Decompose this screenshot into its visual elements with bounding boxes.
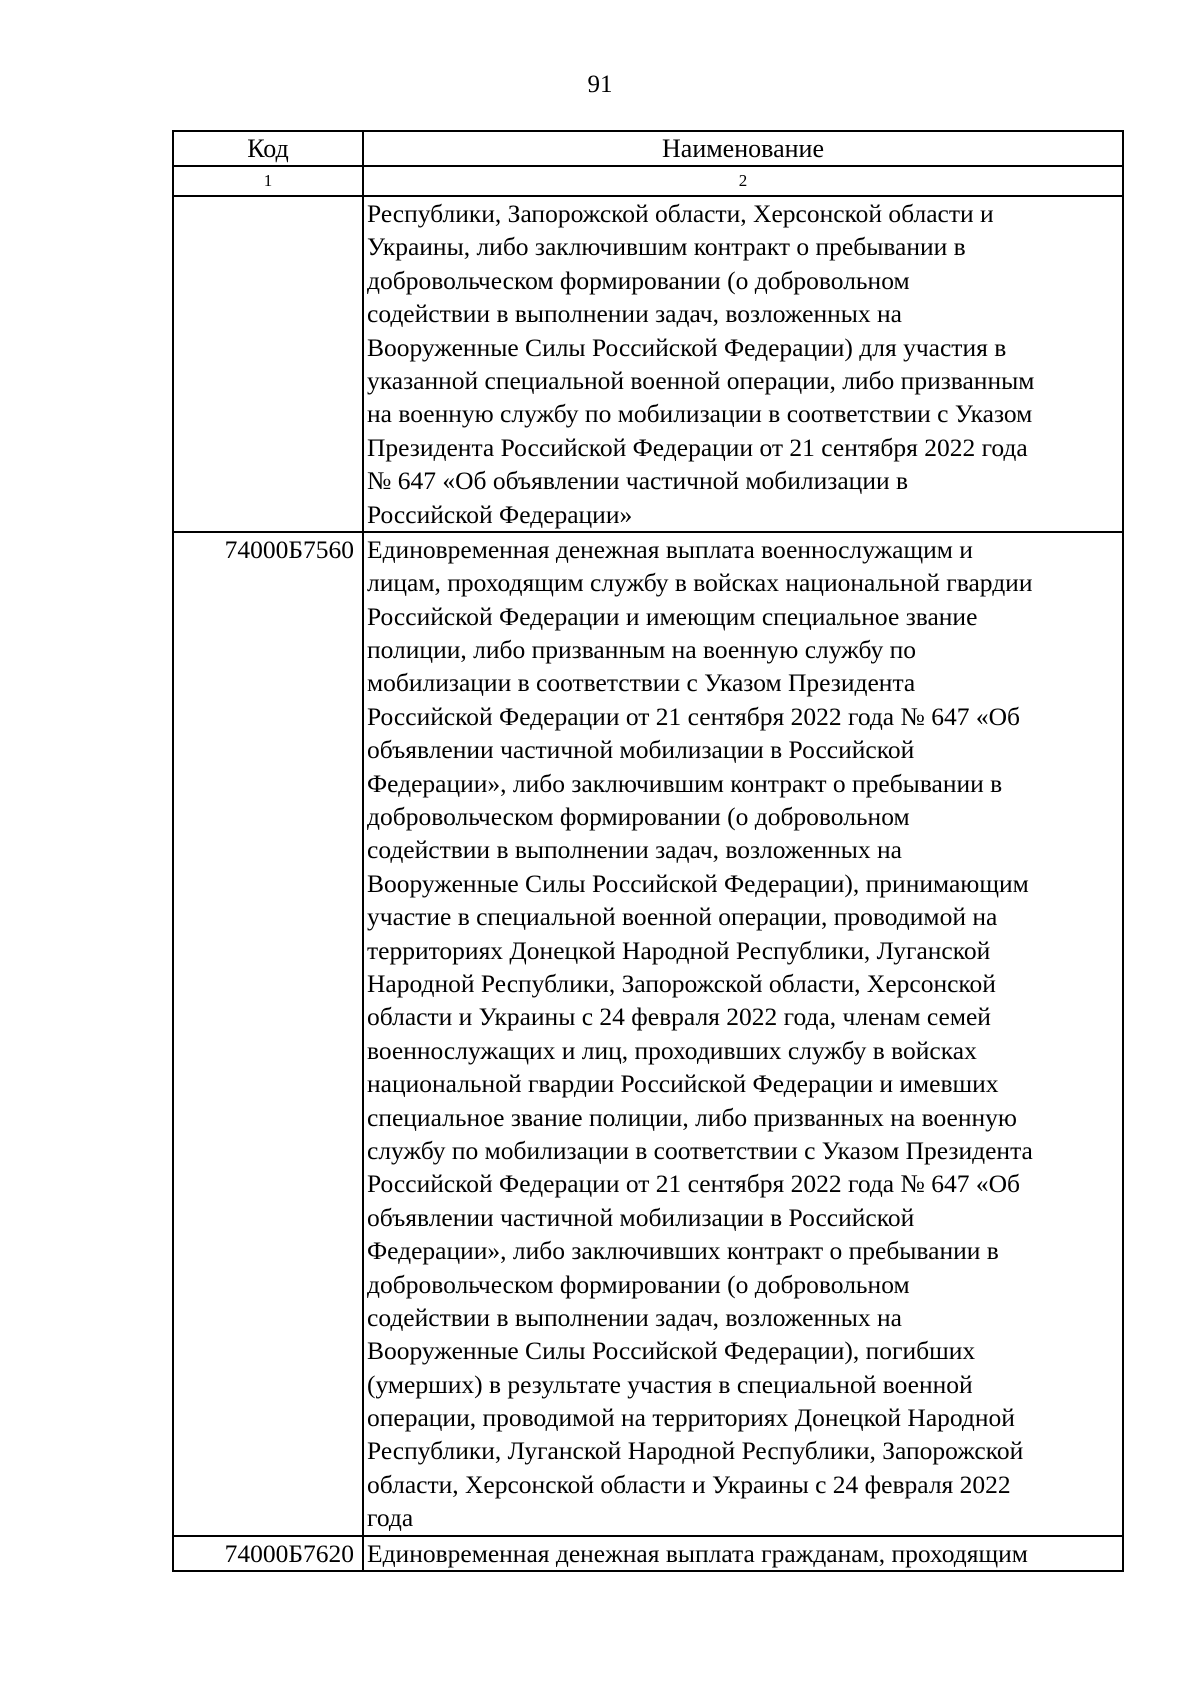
row-name-line: Российской Федерации от 21 сентября 2022 года № 647 «Об [367, 1169, 1020, 1199]
row-name-line: области и Украины с 24 февраля 2022 года, членам семей [367, 1002, 991, 1032]
row-name-line: участие в специальной военной операции, проводимой на [367, 902, 998, 932]
row-name-line: (умерших) в результате участия в специальной военной [367, 1369, 973, 1399]
row-name-line: Федерации», либо заключившим контракт о пребывании в [367, 768, 1003, 798]
row-code: 74000Б7560 [173, 532, 363, 1536]
table-body [173, 196, 1123, 1571]
row-name-line: содействии в выполнении задач, возложенных на [367, 1302, 902, 1332]
row-name-line: Вооруженные Силы Российской Федерации), погибших [367, 1336, 976, 1366]
row-name-line: Президента Российской Федерации от 21 сентября 2022 года [367, 432, 1028, 462]
row-name-line: объявлении частичной мобилизации в Российской [367, 1202, 915, 1232]
table-row [173, 196, 1123, 532]
row-name-line: указанной специальной военной операции, либо призванным [367, 365, 1035, 395]
row-name-line: Вооруженные Силы Российской Федерации), принимающим [367, 868, 1029, 898]
page-number: 91 [587, 71, 613, 98]
row-code [173, 196, 363, 532]
row-name-line: добровольческом формировании (о добровольном [367, 1269, 910, 1299]
row-code: 74000Б7620 [173, 1536, 363, 1571]
row-name-line: национальной гвардии Российской Федерации и имевших [367, 1069, 999, 1099]
row-name-line: операции, проводимой на территориях Донецкой Народной [367, 1403, 1015, 1433]
row-name-line: мобилизации в соответствии с Указом Президента [367, 668, 916, 698]
row-name [363, 532, 1123, 1536]
row-name-line: Российской Федерации» [367, 499, 633, 529]
row-name-line: Республики, Луганской Народной Республики, Запорожской [367, 1436, 1024, 1466]
row-name-line: полиции, либо призванным на военную службу по [367, 635, 916, 665]
row-name-line: № 647 «Об объявлении частичной мобилизации в [367, 466, 909, 496]
header-name: Наименование [363, 131, 1123, 166]
row-name-line: военнослужащих и лиц, проходивших службу в войсках [367, 1035, 977, 1065]
row-name-line: Народной Республики, Запорожской области, Херсонской [367, 968, 996, 998]
row-name-line: специальное звание полиции, либо призванных на военную [367, 1102, 1017, 1132]
row-name [363, 196, 1123, 532]
row-name-line: содействии в выполнении задач, возложенных на [367, 835, 902, 865]
row-name-line: Федерации», либо заключивших контракт о пребывании в [367, 1236, 999, 1266]
row-name-line: года [367, 1503, 414, 1533]
row-name-line: Российской Федерации от 21 сентября 2022 года № 647 «Об [367, 701, 1020, 731]
row-name-line: Вооруженные Силы Российской Федерации) для участия в [367, 332, 1007, 362]
row-name-line: Единовременная денежная выплата гражданам, проходящим [367, 1538, 1028, 1568]
budget-code-table [172, 130, 1124, 1572]
row-name-line: Единовременная денежная выплата военнослужащим и [367, 534, 973, 564]
header-code: Код [173, 131, 363, 166]
row-name-line: службу по мобилизации в соответствии с Указом Президента [367, 1135, 1033, 1165]
table-row [173, 1536, 1123, 1571]
row-name-line: лицам, проходящим службу в войсках национальной гвардии [367, 568, 1033, 598]
row-name-line: объявлении частичной мобилизации в Российской [367, 735, 915, 765]
table-header-row [173, 131, 1123, 166]
row-name-line: Республики, Запорожской области, Херсонской области и [367, 199, 994, 228]
row-name-line: Украины, либо заключившим контракт о пребывании в [367, 232, 966, 262]
row-name-line: содействии в выполнении задач, возложенных на [367, 299, 902, 329]
table-row [173, 532, 1123, 1536]
row-name-line: добровольческом формировании (о добровольном [367, 802, 910, 832]
row-name-line: Российской Федерации и имеющим специальное звание [367, 601, 978, 631]
row-name-line: на военную службу по мобилизации в соответствии с Указом [367, 399, 1033, 429]
row-name [363, 1536, 1123, 1571]
column-number-row [173, 166, 1123, 196]
row-name-line: области, Херсонской области и Украины с 24 февраля 2022 [367, 1469, 1011, 1499]
row-name-line: территориях Донецкой Народной Республики, Луганской [367, 935, 991, 965]
column-number-name: 2 [363, 166, 1123, 196]
row-name-line: добровольческом формировании (о добровольном [367, 265, 910, 295]
column-number-code: 1 [173, 166, 363, 196]
